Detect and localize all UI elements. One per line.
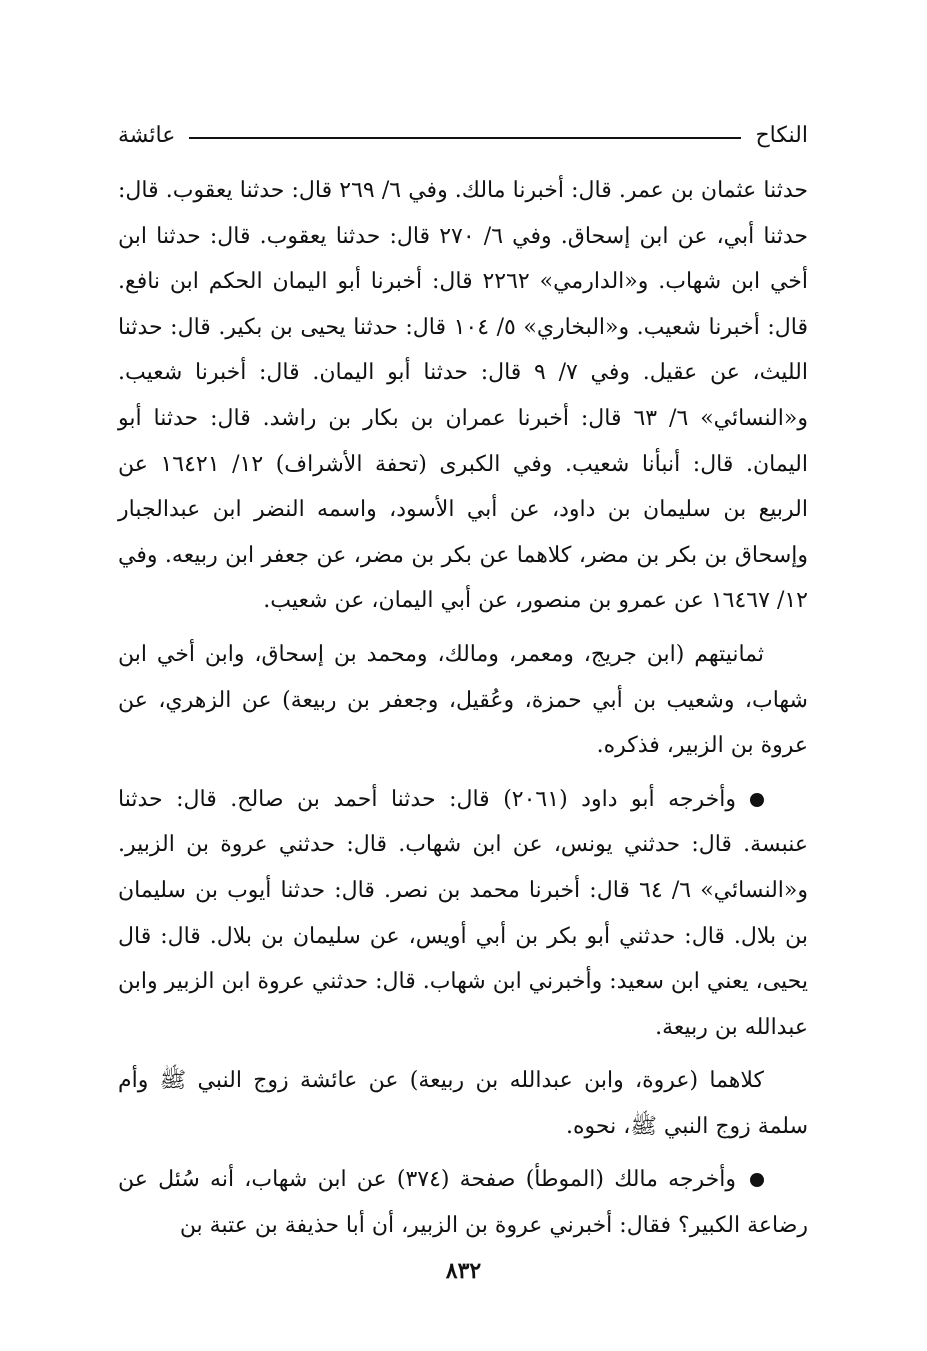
paragraph-malik: [118, 1157, 808, 1248]
chapter-title: النكاح: [755, 122, 808, 148]
paragraph-both-narrators: كلاهما (عروة، وابن عبدالله بن ربيعة) عن عائشة زوج النبي ﷺ وأم سلمة زوج النبي ﷺ، نحوه.: [118, 1068, 808, 1139]
bullet-icon: [750, 793, 764, 807]
page-number: ٨٣٢: [445, 1258, 482, 1284]
paragraph-abu-dawud-text: وأخرجه أبو داود (٢٠٦١) قال: حدثنا أحمد بن صالح. قال: حدثنا عنبسة. قال: حدثني يونس، عن ابن شهاب. قال: حدثني عروة بن الزبير. و«النسائي» ٦/ ٦٤ قال: أخبرنا محمد بن نصر. قال: حدثنا أيوب بن سليمان بن بلال. قال: حدثني أبو بكر بن أبي أويس، عن سليمان بن بلال. قال: قال يحيى، يعني ابن سعيد: وأخبرني ابن شهاب. قال: حدثني عروة ابن الزبير وابن عبدالله بن ربيعة.: [118, 786, 808, 1040]
header-rule: [189, 137, 741, 139]
paragraph-eight-narrators: ثمانيتهم (ابن جريج، ومعمر، ومالك، ومحمد بن إسحاق، وابن أخي ابن شهاب، وشعيب بن أبي حمزة، وعُقيل، وجعفر بن ربيعة) عن الزهري، عن عروة بن الزبير، فذكره.: [118, 641, 808, 759]
section-name: عائشة: [118, 122, 176, 148]
paragraph-malik-text: وأخرجه مالك (الموطأ) صفحة (٣٧٤) عن ابن شهاب، أنه سُئل عن رضاعة الكبير؟ فقال: أخبرني عروة بن الزبير، أن أبا حذيفة بن عتبة بن: [118, 1167, 808, 1239]
running-header: [118, 118, 808, 152]
paragraph-abu-dawud: [118, 777, 808, 1051]
bullet-icon: [750, 1173, 764, 1187]
page-body: [118, 168, 808, 1257]
paragraph-sources: حدثنا عثمان بن عمر. قال: أخبرنا مالك. وفي ٦/ ٢٦٩ قال: حدثنا يعقوب. قال: حدثنا أبي، عن ابن إسحاق. وفي ٦/ ٢٧٠ قال: حدثنا يعقوب. قال: حدثنا ابن أخي ابن شهاب. و«الدارمي» ٢٢٦٢ قال: أخبرنا أبو اليمان الحكم ابن نافع. قال: أخبرنا شعيب. و«البخاري» ٥/ ١٠٤ قال: حدثنا يحيى بن بكير. قال: حدثنا الليث، عن عقيل. وفي ٧/ ٩ قال: حدثنا أبو اليمان. قال: أخبرنا شعيب. و«النسائي» ٦/ ٦٣ قال: أخبرنا عمران بن بكار بن راشد. قال: حدثنا أبو اليمان. قال: أنبأنا شعيب. وفي الكبرى (تحفة الأشراف) ١٢/ ١٦٤٢١ عن الربيع بن سليمان بن داود، عن أبي الأسود، واسمه النضر ابن عبدالجبار وإسحاق بن بكر بن مضر، كلاهما عن بكر بن مضر، عن جعفر ابن ربيعه. وفي ١٢/ ١٦٤٦٧ عن عمرو بن منصور، عن أبي اليمان، عن شعيب.: [118, 178, 809, 614]
